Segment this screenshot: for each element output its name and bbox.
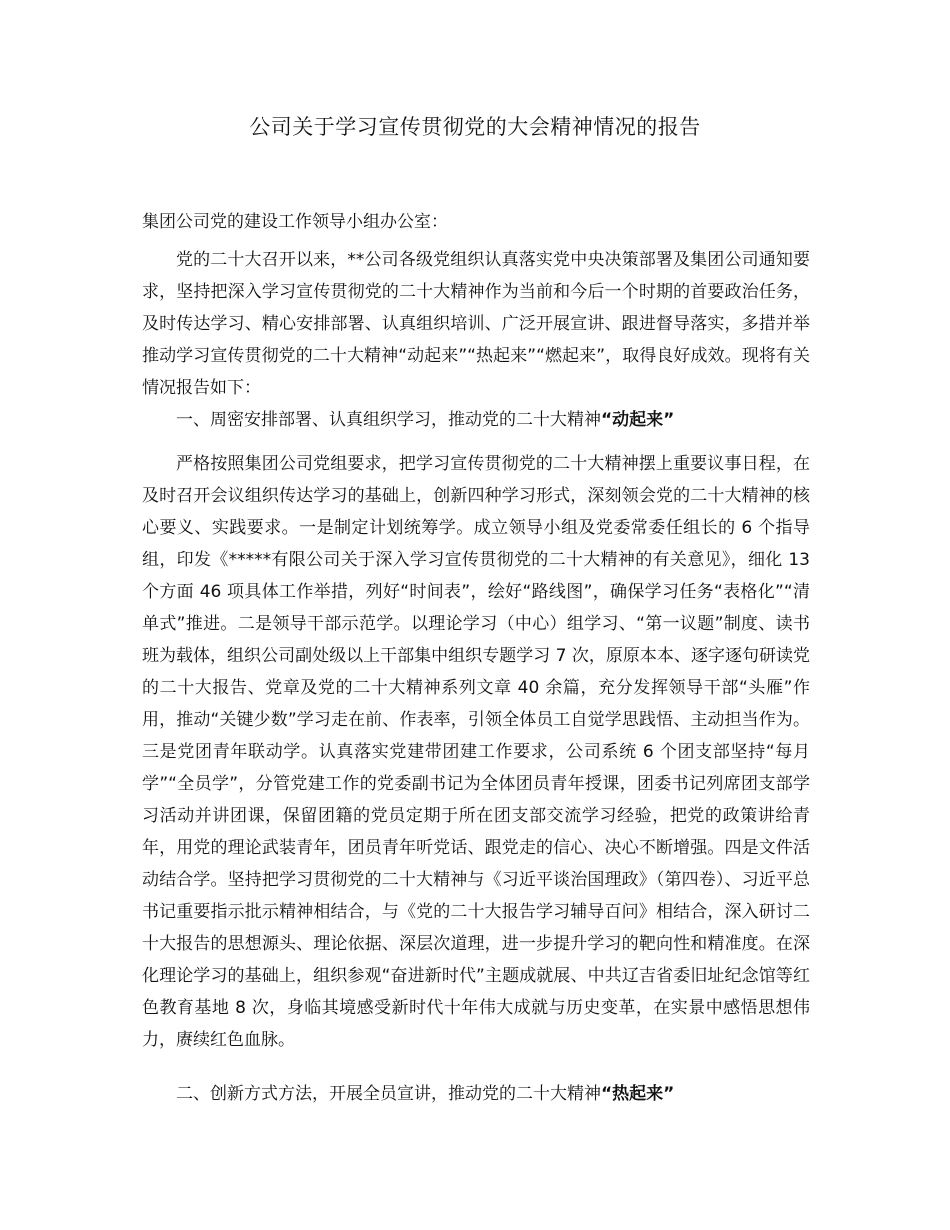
salutation: 集团公司党的建设工作领导小组办公室： <box>142 212 448 232</box>
section-heading-2-text: 二、创新方式方法，开展全员宣讲，推动党的二十大精神 <box>176 1084 601 1104</box>
section-heading-1-emphasis: “动起来” <box>601 410 675 430</box>
section-heading-1-text: 一、周密安排部署、认真组织学习，推动党的二十大精神 <box>176 410 601 430</box>
intro-paragraph: 党的二十大召开以来，**公司各级党组织认真落实党中央决策部署及集团公司通知要求，坚持把深入学习宣传贯彻党的二十大精神作为当前和今后一个时期的首要政治任务，及时传达学习、精心安排部署、认真组织培训、广泛开展宣讲、跟进督导落实，多措并举推动学习宣传贯彻党的二十大精神“动起来”“热起来”“燃起来”，取得良好成效。现将有关情况报告如下： <box>142 250 810 398</box>
section-heading-1 <box>142 404 810 436</box>
section-1-paragraph: 严格按照集团公司党组要求，把学习宣传贯彻党的二十大精神摆上重要议事日程，在及时召开会议组织传达学习的基础上，创新四种学习形式，深刻领会党的二十大精神的核心要义、实践要求。一是制定计划统筹学。成立领导小组及党委常委任组长的 6 个指导组，印发《*****有限公司关于深入学习宣传贯彻党的二十大精神的有关意见》，细化 13 个方面 46 项具体工作举措，列好“时间表”，绘好“路线图”，确保学习任务“表格化”“清单式”推进。二是领导干部示范学。以理论学习（中心）组学习、“第一议题”制度、读书班为载体，组织公司副处级以上干部集中组织专题学习 7 次，原原本本、逐字逐句研读党的二十大报告、党章及党的二十大精神系列文章 40 余篇，充分发挥领导干部“头雁”作用，推动“关键少数”学习走在前、作表率，引领全体员工自觉学思践悟、主动担当作为。三是党团青年联动学。认真落实党建带团建工作要求，公司系统 6 个团支部坚持“每月学”“全员学”，分管党建工作的党委副书记为全体团员青年授课，团委书记列席团支部学习活动并讲团课，保留团籍的党员定期于所在团支部交流学习经验，把党的政策讲给青年，用党的理论武装青年，团员青年听党话、跟党走的信心、决心不断增强。四是文件活动结合学。坚持把学习贯彻党的二十大精神与《习近平谈治国理政》（第四卷）、习近平总书记重要指示批示精神相结合，与《党的二十大报告学习辅导百问》相结合，深入研讨二十大报告的思想源头、理论依据、深层次道理，进一步提升学习的靶向性和精准度。在深化理论学习的基础上，组织参观“奋进新时代”主题成就展、中共辽吉省委旧址纪念馆等红色教育基地 8 次，身临其境感受新时代十年伟大成就与历史变革，在实景中感悟思想伟力，赓续红色血脉。 <box>142 454 810 1050</box>
section-heading-2-emphasis: “热起来” <box>601 1084 675 1104</box>
section-heading-2 <box>142 1078 810 1110</box>
document-title: 公司关于学习宣传贯彻党的大会精神情况的报告 <box>249 115 701 139</box>
